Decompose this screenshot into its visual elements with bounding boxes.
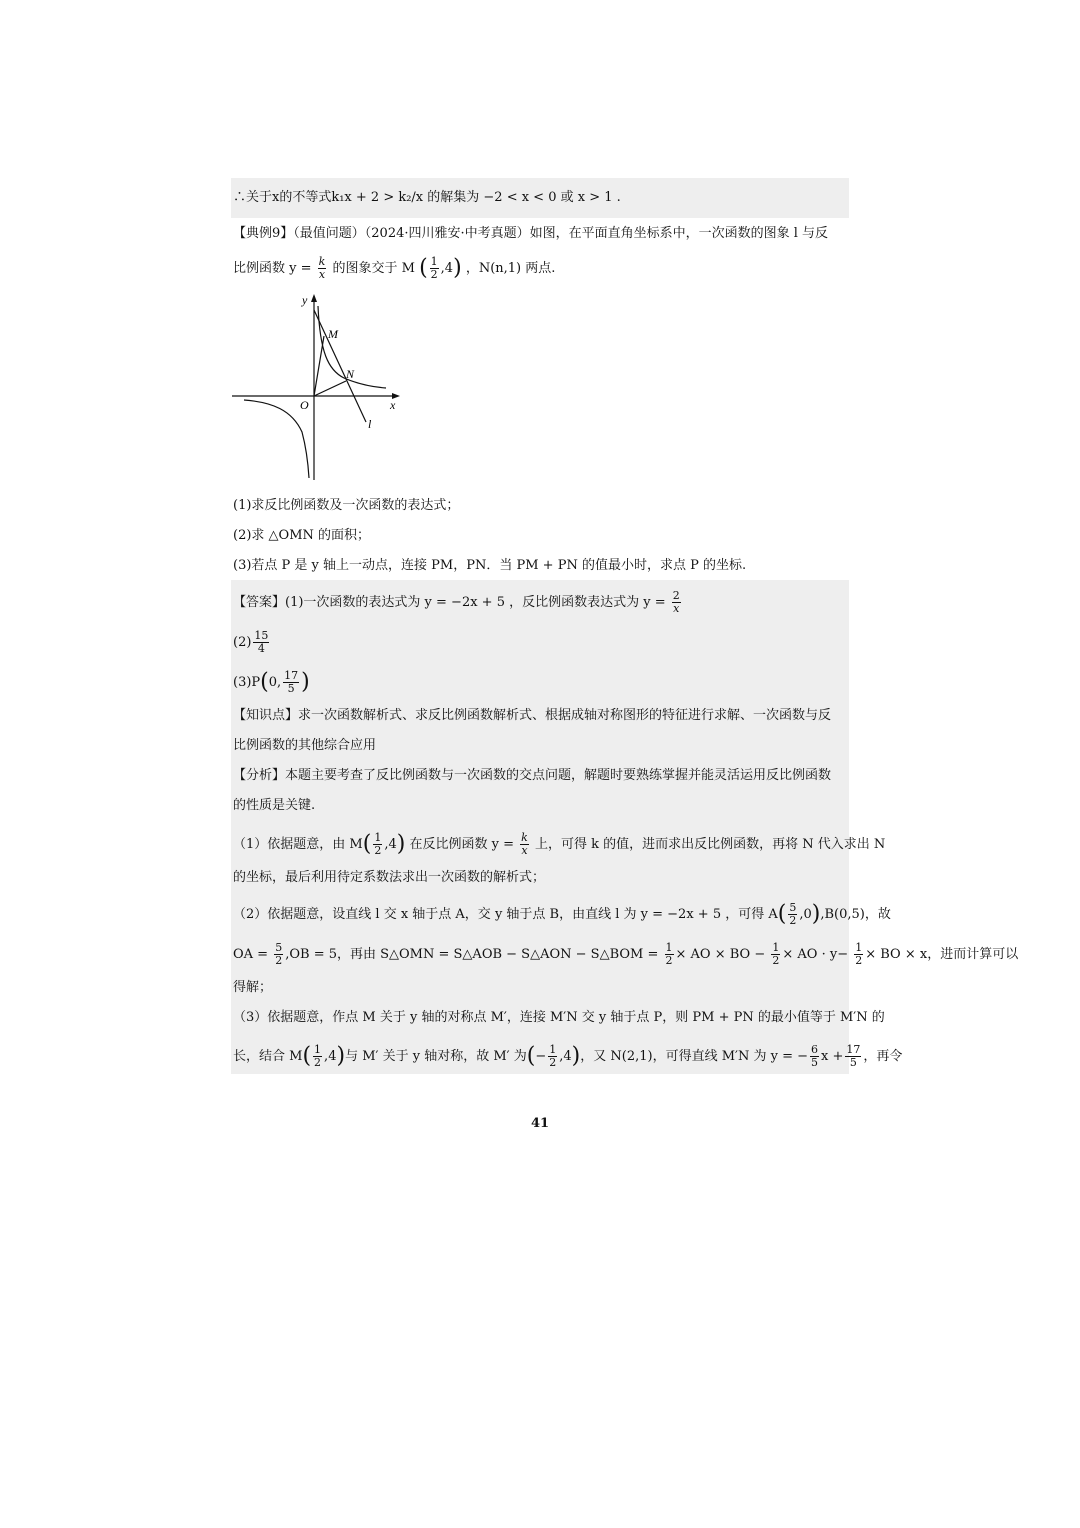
step-2-line-3 (233, 978, 845, 998)
analysis-2 (233, 796, 845, 816)
label-l: l (368, 417, 372, 431)
knowledge-text: 【知识点】求一次函数解析式、求反比例函数解析式、根据成轴对称图形的特征进行求解、一次函数与反 (233, 708, 832, 723)
text: 比例函数 y = (233, 261, 312, 276)
text: （3）依据题意，作点 M 关于 y 轴的对称点 M′，连接 M′N 交 y 轴于点 P，则 PM + PN 的最小值等于 M′N 的 (233, 1010, 885, 1025)
paren: ( (260, 669, 269, 695)
minus-sign: − (535, 1049, 547, 1064)
step-1-line-1: （1）依据题意，由 M( $\frac{1}{2}$ ,4) 在反比例函数 y = $\frac{k}{x}$ 上，可得 k 的值，进而求出反比例函数，再将 N 代入求出 N (233, 831, 886, 857)
answer-text: 【答案】(1)一次函数的表达式为 y = −2x + 5 ，反比例函数表达式为 y = (233, 595, 666, 610)
fraction-5-2 (788, 902, 797, 927)
numerator: 2 (672, 589, 680, 602)
question-3 (233, 556, 845, 576)
text: OA = (233, 947, 269, 962)
numerator: 1 (772, 941, 780, 954)
text: （2）依据题意，设直线 l 交 x 轴于点 A，交 y 轴于点 B，由直线 l 为 y = −2x + 5 ，可得 A (233, 907, 778, 922)
paren: ( (777, 901, 787, 927)
paren: ( (526, 1043, 536, 1069)
step-3-line-2: 长，结合 M( $\frac{1}{2}$ ,4)与 M′ 关于 y 轴对称，故 M′ 为(− $\frac{1}{2}$ ,4)，又 N(2,1)，可得直线 M′N 为 y = − $\frac{6}{5}$ x + $\frac{17}{5}$ ，再令 (233, 1043, 903, 1069)
denominator: 2 (374, 844, 382, 857)
fraction-half (548, 1044, 557, 1069)
p-x-coord: 0, (268, 675, 282, 690)
text: 在反比例函数 y = (409, 837, 514, 852)
text: × AO × BO − (675, 947, 766, 962)
fraction-half (430, 256, 439, 281)
fraction-half (854, 942, 863, 967)
numerator: 5 (275, 941, 283, 954)
denominator: x (673, 602, 680, 615)
question-text: (1)求反比例函数及一次函数的表达式； (233, 498, 460, 513)
numerator: 5 (789, 901, 797, 914)
text: 的坐标，最后利用待定系数法求出一次函数的解析式； (233, 870, 546, 885)
numerator: 1 (314, 1043, 322, 1056)
fraction-half (313, 1044, 322, 1069)
fraction-half (373, 832, 382, 857)
mprime-y-coord: 4 (563, 1049, 572, 1064)
prev-solution-line (233, 188, 845, 208)
numerator: 1 (549, 1043, 557, 1056)
page-number: 41 (530, 1116, 550, 1131)
denominator: 2 (549, 1056, 557, 1069)
denominator: 2 (789, 914, 797, 927)
analysis-text: 的性质是关键. (233, 798, 316, 813)
denominator: 2 (855, 954, 863, 967)
text: ,OB = 5，再由 S△OMN = S△AOB − S△AON − S△BOM = (285, 947, 659, 962)
paren: ) (571, 1043, 581, 1069)
text: （1）依据题意，由 M (233, 837, 363, 852)
segment-on (314, 381, 346, 396)
example-condition: 比例函数 y = $\frac{k}{x}$ 的图象交于 M ( $\frac{1}{2}$ ,4) ，N(n,1) 两点. (233, 255, 556, 281)
analysis-text: 【分析】本题主要考查了反比例函数与一次函数的交点问题，解题时要熟练掌握并能灵活运用反比例函数 (233, 768, 832, 783)
denominator: 2 (772, 954, 780, 967)
numerator: 1 (855, 941, 863, 954)
analysis-1 (233, 766, 845, 786)
numerator: 17 (846, 1043, 861, 1056)
text: ，再令 (863, 1049, 903, 1064)
fraction-6-5 (810, 1044, 819, 1069)
text: 与 M′ 关于 y 轴对称，故 M′ 为 (345, 1049, 527, 1064)
label-m: M (328, 327, 338, 341)
denominator: x (318, 268, 326, 281)
label-n: N (346, 367, 355, 381)
text: ，N(n,1) 两点. (465, 261, 556, 276)
fraction-half (665, 942, 674, 967)
fraction-k-x (318, 256, 327, 281)
denominator: x (521, 844, 528, 857)
text: ,B(0,5)，故 (820, 907, 891, 922)
denominator: 5 (849, 1056, 857, 1069)
text: ，又 N(2,1)，可得直线 M′N 为 y = − (580, 1049, 809, 1064)
m-y-coord: 4 (328, 1049, 337, 1064)
example-header (233, 224, 845, 244)
text: − (837, 947, 849, 962)
numerator: k (521, 831, 528, 844)
paren: ) (301, 669, 310, 695)
text: 得解； (233, 980, 273, 995)
numerator: 1 (374, 831, 382, 844)
denominator: 5 (811, 1056, 819, 1069)
fraction-2-x (672, 590, 681, 615)
numerator: 1 (430, 255, 438, 268)
answer-1 (233, 590, 845, 615)
y-axis-arrow-icon (311, 294, 317, 302)
prev-solution-text: ∴关于x的不等式k₁x + 2 > k₂/x 的解集为 −2 < x < 0 或 x > 1 . (233, 190, 621, 205)
step-2-line-1: （2）依据题意，设直线 l 交 x 轴于点 A，交 y 轴于点 B，由直线 l 为 y = −2x + 5 ，可得 A( $\frac{5}{2}$ ,0),B(0,5)，故 (233, 901, 891, 927)
a-y-coord: 0 (803, 907, 812, 922)
numerator: 6 (811, 1043, 819, 1056)
knowledge-2 (233, 736, 845, 756)
label-x: x (390, 398, 396, 412)
segment-om (314, 336, 324, 396)
denominator: 2 (430, 268, 438, 281)
paren: ) (811, 901, 821, 927)
text: x + (821, 1049, 844, 1064)
denominator: 2 (275, 954, 283, 967)
text: ，进而计算可以 (927, 947, 1019, 962)
coordinate-figure (232, 292, 404, 482)
step-1-line-2 (233, 868, 845, 888)
numerator: 17 (284, 669, 299, 682)
step-2-line-2 (233, 941, 1019, 967)
fraction-17-5 (283, 670, 299, 695)
m-y-coord: 4 (388, 837, 397, 852)
example-title: 【典例9】（最值问题）（2024·四川雅安·中考真题）如图，在平面直角坐标系中，一次函数的图象 l 与反 (233, 226, 829, 241)
answer-3 (233, 670, 845, 695)
paren: ) (336, 1043, 346, 1069)
answer-label: (3)P (233, 675, 261, 690)
numerator: k (318, 255, 326, 268)
line-l (314, 310, 366, 422)
fraction-5-2 (274, 942, 283, 967)
question-text: (2)求 △OMN 的面积； (233, 528, 371, 543)
numerator: 15 (254, 629, 269, 642)
paren: ) (453, 255, 462, 281)
m-y-coord: 4 (444, 261, 454, 276)
knowledge-text: 比例函数的其他综合应用 (233, 738, 377, 753)
answer-2 (233, 630, 845, 655)
answer-label: (2) (233, 635, 252, 650)
fraction-17-5 (845, 1044, 861, 1069)
knowledge-1 (233, 706, 845, 726)
denominator: 2 (314, 1056, 322, 1069)
text: × BO × x (865, 947, 928, 962)
denominator: 4 (257, 642, 265, 655)
fraction-k-x (520, 832, 529, 857)
fraction-15-4 (253, 630, 269, 655)
numerator: 1 (665, 941, 673, 954)
text: × AO · y (782, 947, 838, 962)
step-3-line-1 (233, 1008, 885, 1028)
denominator: 5 (287, 682, 295, 695)
label-o: O (300, 398, 309, 412)
question-2 (233, 526, 845, 546)
denominator: 2 (665, 954, 673, 967)
text: 上，可得 k 的值，进而求出反比例函数，再将 N 代入求出 N (534, 837, 886, 852)
fraction-half (771, 942, 780, 967)
question-text: (3)若点 P 是 y 轴上一动点，连接 PM，PN．当 PM + PN 的值最小时，求点 P 的坐标. (233, 558, 747, 573)
label-y: y (302, 293, 308, 307)
paren: ( (362, 831, 372, 857)
paren: ) (396, 831, 406, 857)
text: 的图象交于 M (332, 261, 415, 276)
paren: ( (419, 255, 428, 281)
question-1 (233, 496, 845, 516)
text: 长，结合 M (233, 1049, 303, 1064)
paren: ( (302, 1043, 312, 1069)
